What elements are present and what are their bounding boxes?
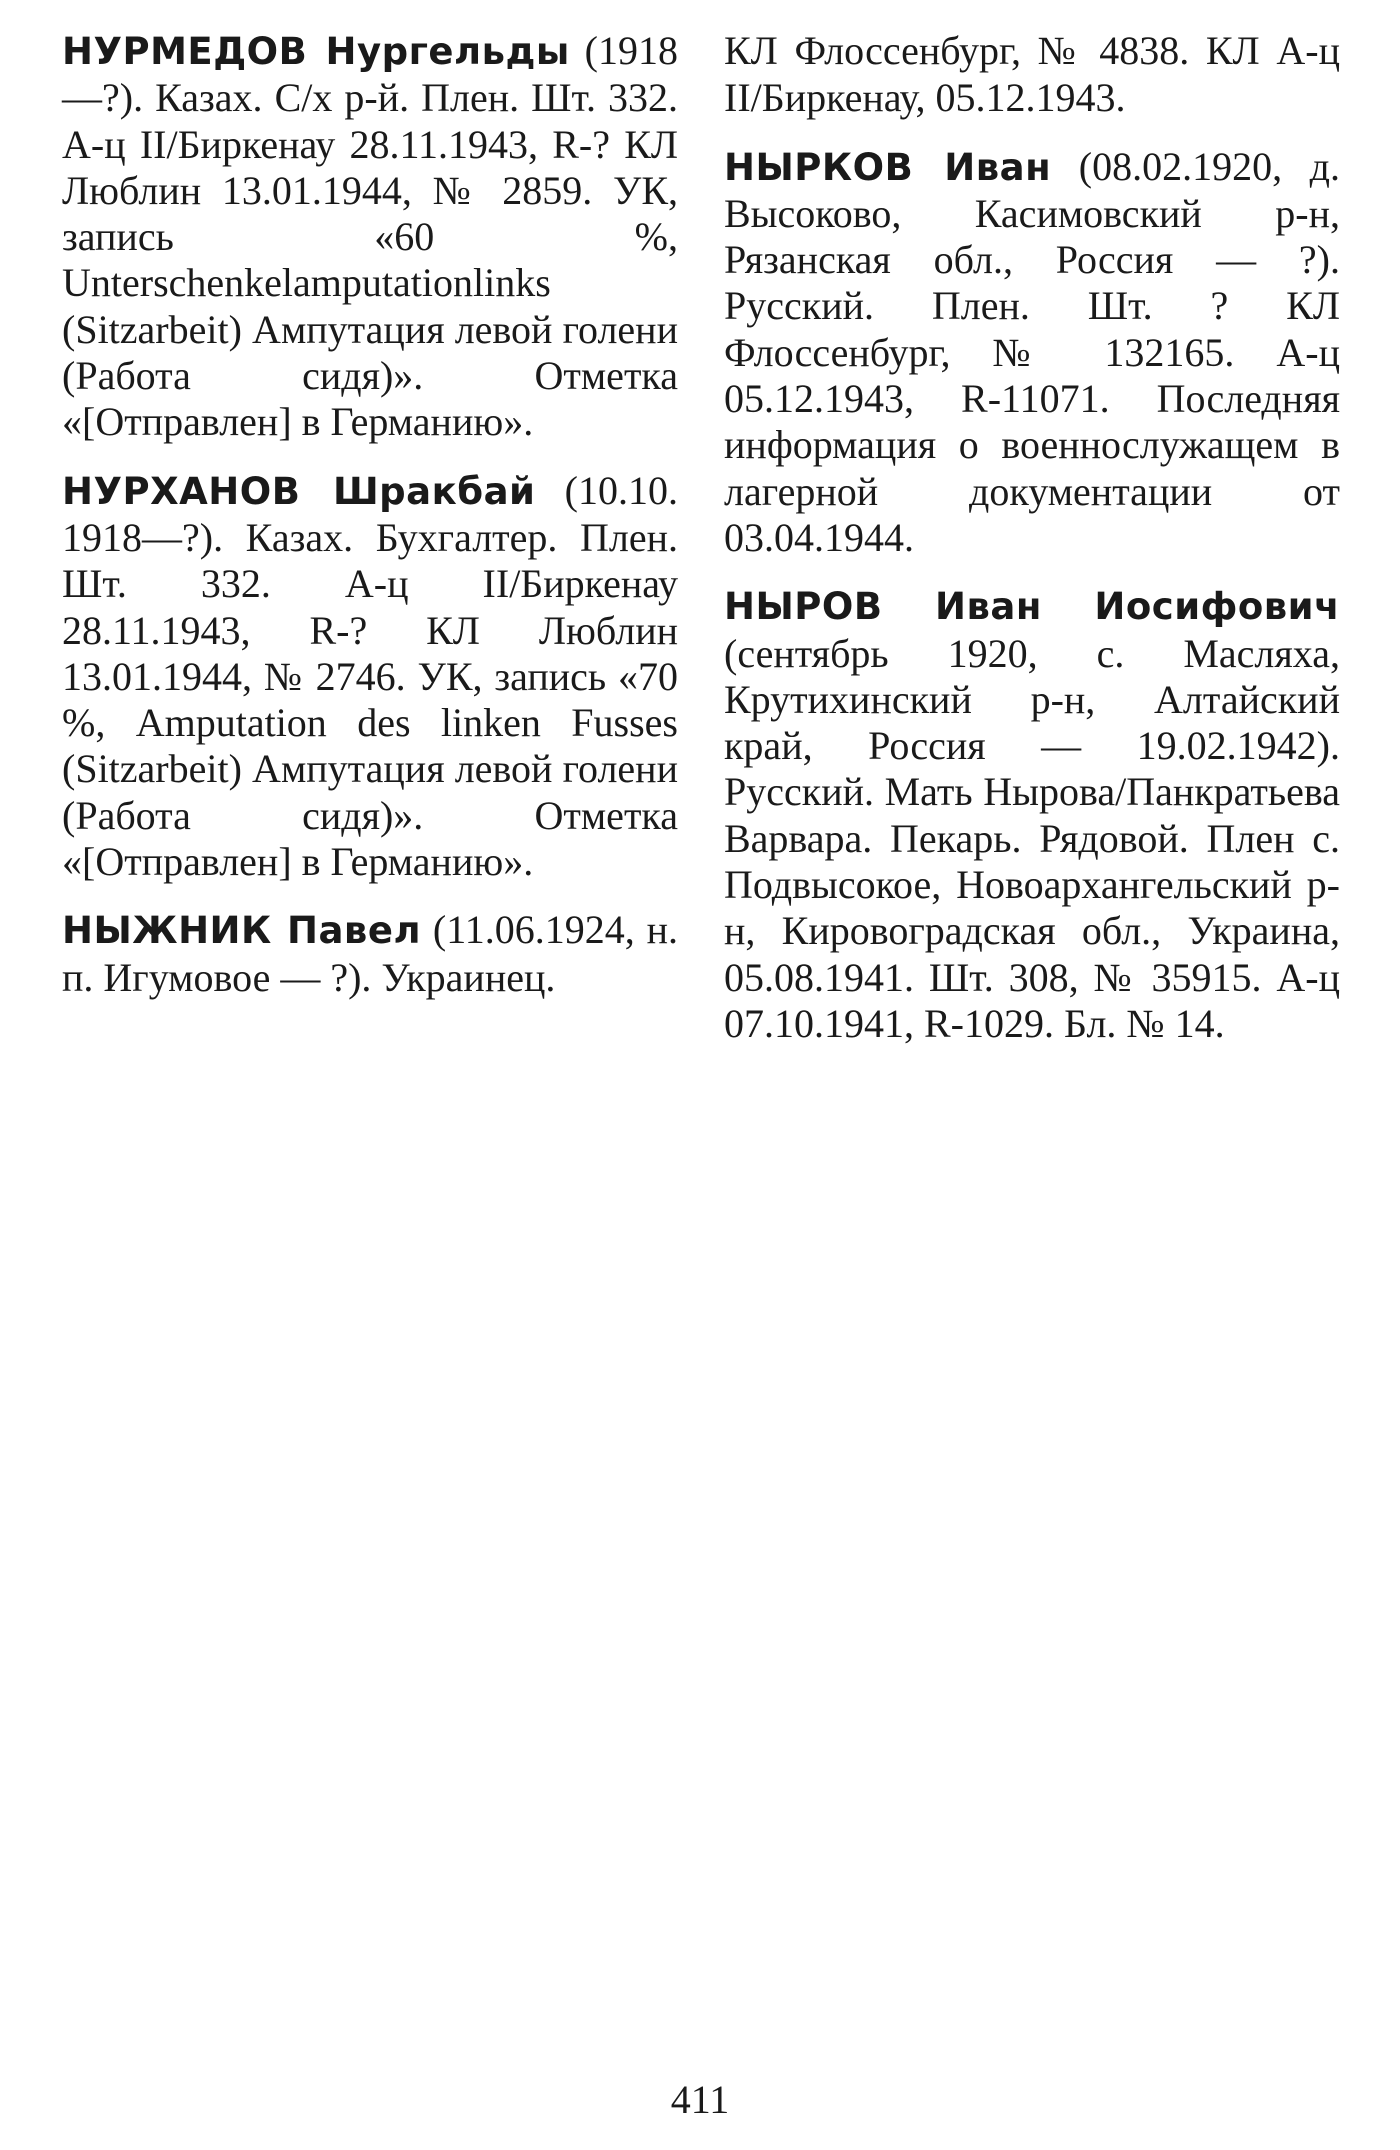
entry-text: (сентябрь 1920, с. Масляха, Крутихинский р-н, Алтайский край, Россия — 19.02.1942). Русский. Мать Нырова/Панкратьева Варвара. Пекарь. Рядовой. Плен с. Подвысокое, Новоархангельский р-н, Кировоградская обл., Украина, 05.08.1941. Шт. 308, № 35915. А-ц 07.10.1941, R-1029. Бл. № 14. [724,630,1340,1046]
entry-nurmedov [62,28,678,446]
entry-name: НЫЖНИК Павел [62,909,422,953]
entry-text: (11.06.1924, н. п. Игумовое — ?). Украинец. [62,907,678,1000]
entry-name: НУРХАНОВ Шракбай [62,469,536,513]
entry-name: НУРМЕДОВ Нургельды [62,30,570,73]
entry-nyzhnik [62,907,678,1001]
entry-text: (08.02.1920, д. Высоково, Касимовский р-н, Рязанская обл., Россия — ?). Русский. Плен. Шт. ? КЛ Флоссенбург, № 132165. А-ц 05.12.1943, R-11071. Последняя информация о военнослужащем в лагерной документации от 03.04.1944. [724,143,1340,560]
entry-nyzhnik-continued [724,28,1340,122]
right-column [724,28,1340,1069]
entry-name: НЫРКОВ Иван [724,145,1052,189]
entry-name: НЫРОВ Иван Иосифович [724,585,1340,629]
page-number: 411 [670,2077,730,2122]
entry-text: (10.10. 1918—?). Казах. Бухгалтер. Плен. Шт. 332. А-ц II/Биркенау 28.11.1943, R-? КЛ Люблин 13.01.1944, № 2746. УК, запись «70 %, Amputation des linken Fusses (Sitzarbeit) Ампутация левой голени (Работа сидя)». Отметка «[Отправлен] в Германию». [62,467,678,885]
left-column [62,28,678,1023]
entry-nurkhanov [62,468,678,886]
entry-text: КЛ Флоссенбург, № 4838. КЛ А-ц II/Биркенау, 05.12.1943. [724,28,1340,121]
entry-text: (1918—?). Казах. С/х р-й. Плен. Шт. 332. А-ц II/Биркенау 28.11.1943, R-? КЛ Люблин 13.01.1944, № 2859. УК, запись «60 %, Unterschenkelamputationlinks (Sitzarbeit) Ампутация левой голени (Работа сидя)». Отметка «[Отправлен] в Германию». [62,28,678,445]
entry-nyrov [724,583,1340,1047]
entry-nyrkov [724,144,1340,562]
